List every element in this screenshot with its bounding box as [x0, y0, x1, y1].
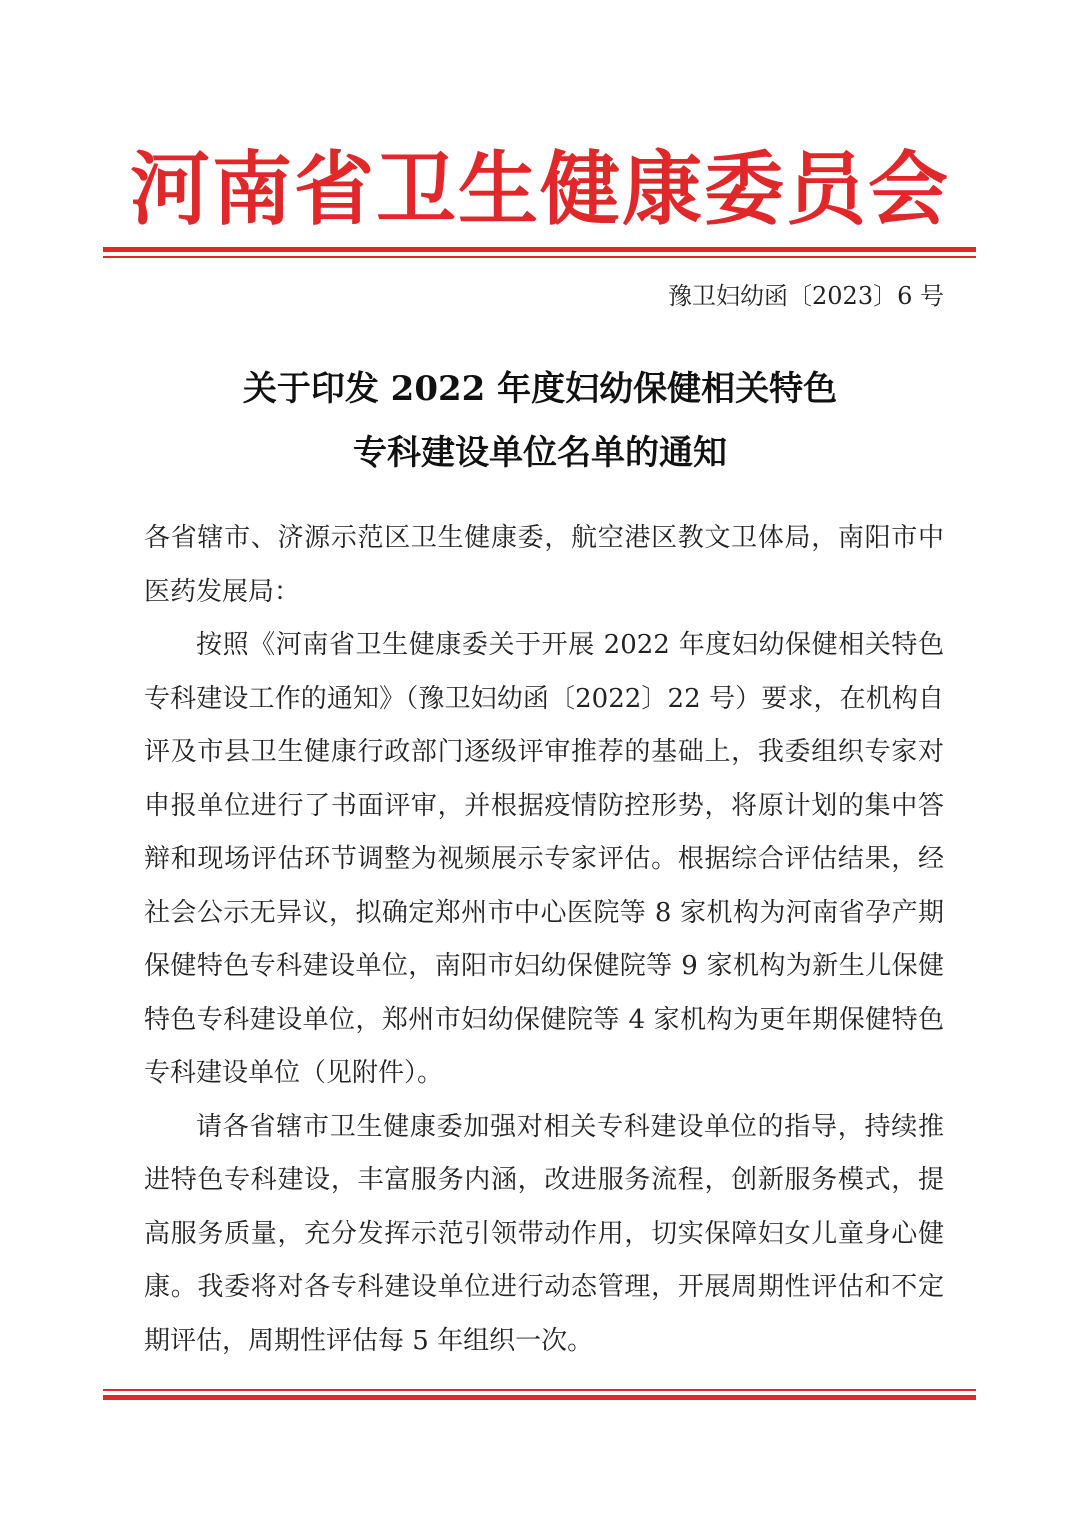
body-paragraph-1: 按照《河南省卫生健康委关于开展 2022 年度妇幼保健相关特色专科建设工作的通知》（豫卫妇幼函〔2022〕22 号）要求，在机构自评及市县卫生健康行政部门逐级评审推荐的基础上，我委组织专家对申报单位进行了书面评审，并根据疫情防控形势，将原计划的集中答辩和现场评估环节调整为视频展示专家评估。根据综合评估结果，经社会公示无异议，拟确定郑州市中心医院等 8 家机构为河南省孕产期保健特色专科建设单位，南阳市妇幼保健院等 9 家机构为新生儿保健特色专科建设单位，郑州市妇幼保健院等 4 家机构为更年期保健特色专科建设单位（见附件）。: [144, 630, 944, 1088]
footer-rule-thick: [103, 1395, 976, 1400]
body-paragraph-2: 请各省辖市卫生健康委加强对相关专科建设单位的指导，持续推进特色专科建设，丰富服务内涵，改进服务流程，创新服务模式，提高服务质量，充分发挥示范引领带动作用，切实保障妇女儿童身心健康。我委将对各专科建设单位进行动态管理，开展周期性评估和不定期评估，周期性评估每 5 年组织一次。: [144, 1111, 944, 1356]
masthead-rule-thick: [103, 247, 976, 252]
document-title-line-1: 关于印发 2022 年度妇幼保健相关特色: [242, 369, 838, 409]
document-number: 豫卫妇幼函〔2023〕6 号: [668, 282, 944, 310]
footer-rule-thin: [103, 1389, 976, 1391]
document-body: [144, 512, 944, 1368]
document-title-line-2: 专科建设单位名单的通知: [353, 433, 727, 473]
issuer-masthead: 河南省卫生健康委员会: [130, 143, 950, 236]
masthead-rule-thin: [103, 256, 976, 258]
salutation: 各省辖市、济源示范区卫生健康委，航空港区教文卫体局，南阳市中医药发展局：: [144, 523, 944, 607]
